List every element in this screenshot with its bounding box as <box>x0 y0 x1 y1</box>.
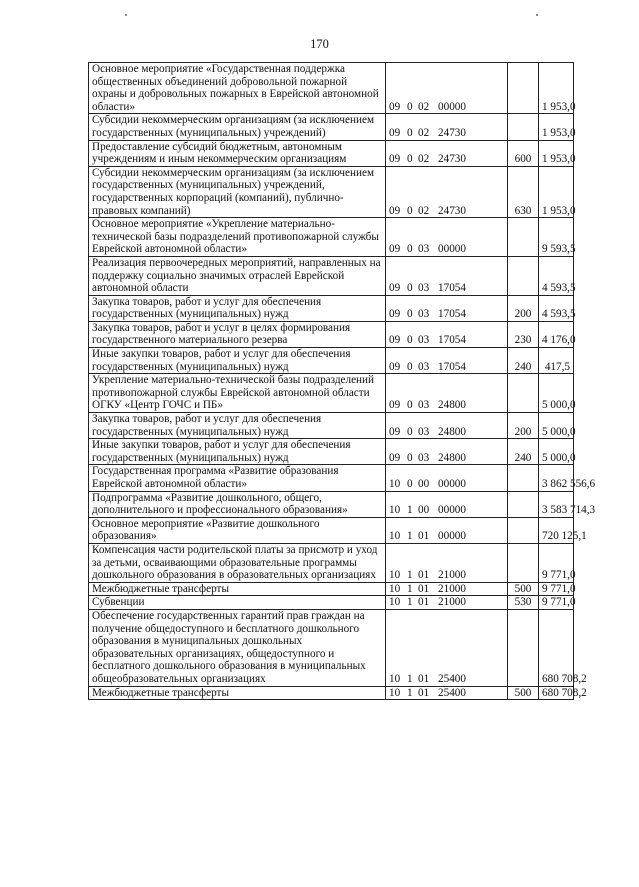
amount: 1 953,0 <box>539 166 574 217</box>
code-direction: 17054 <box>438 282 466 295</box>
expense-type-code <box>508 609 539 686</box>
target-article-code <box>386 140 508 166</box>
code-direction: 17054 <box>438 360 466 373</box>
scan-speck <box>125 14 127 16</box>
expense-name: Основное мероприятие «Укрепление материально-технической базы подразделений противопожарной службы Еврейской автономной области» <box>89 218 386 257</box>
table-row <box>89 491 574 517</box>
budget-table <box>88 62 596 700</box>
target-article-code <box>386 348 508 374</box>
target-article-code <box>386 218 508 257</box>
code-program: 09 <box>389 451 401 464</box>
code-subprogram: 0 <box>407 100 413 113</box>
table-row <box>89 686 574 700</box>
expense-name: Субвенции <box>89 596 386 610</box>
target-article-code <box>386 413 508 439</box>
code-subprogram: 0 <box>407 308 413 321</box>
code-subprogram: 0 <box>407 360 413 373</box>
expense-name: Закупка товаров, работ и услуг для обеспечения государственных (муниципальных) нужд <box>89 295 386 321</box>
amount: 417,5 <box>539 348 574 374</box>
code-program: 10 <box>389 686 401 699</box>
amount: 4 593,5 <box>539 295 574 321</box>
target-article-code <box>386 114 508 140</box>
expense-name: Государственная программа «Развитие образования Еврейской автономной области» <box>89 465 386 491</box>
amount: 680 708,2 <box>539 609 574 686</box>
amount: 9 771,0 <box>539 596 574 610</box>
code-direction: 21000 <box>438 596 466 609</box>
code-subprogram: 0 <box>407 451 413 464</box>
code-subprogram: 0 <box>407 334 413 347</box>
scan-speck <box>536 14 538 16</box>
table-row <box>89 439 574 465</box>
code-program: 09 <box>389 243 401 256</box>
code-activity: 02 <box>418 204 430 217</box>
code-program: 09 <box>389 204 401 217</box>
table-row <box>89 543 574 582</box>
code-subprogram: 0 <box>407 399 413 412</box>
target-article-code <box>386 256 508 295</box>
target-article-code <box>386 686 508 700</box>
code-direction: 00000 <box>438 243 466 256</box>
code-activity: 02 <box>418 100 430 113</box>
table-row <box>89 140 574 166</box>
expense-type-code: 630 <box>508 166 539 217</box>
table-row <box>89 374 574 413</box>
expense-type-code: 200 <box>508 413 539 439</box>
table-row <box>89 465 574 491</box>
expense-type-code <box>508 218 539 257</box>
code-program: 09 <box>389 126 401 139</box>
code-program: 09 <box>389 399 401 412</box>
code-direction: 00000 <box>438 504 466 517</box>
expense-name: Иные закупки товаров, работ и услуг для обеспечения государственных (муниципальных) нужд <box>89 348 386 374</box>
code-subprogram: 1 <box>407 530 413 543</box>
amount: 3 862 556,6 <box>539 465 574 491</box>
amount: 9 771,0 <box>539 543 574 582</box>
code-subprogram: 0 <box>407 478 413 490</box>
target-article-code <box>386 166 508 217</box>
code-activity: 03 <box>418 360 430 373</box>
code-activity: 01 <box>418 686 430 699</box>
expense-name: Субсидии некоммерческим организациям (за исключением государственных (муниципальных) учреждений) <box>89 114 386 140</box>
code-subprogram: 1 <box>407 504 413 517</box>
target-article-code <box>386 63 508 114</box>
target-article-code <box>386 596 508 610</box>
expense-type-code: 230 <box>508 321 539 347</box>
code-activity: 03 <box>418 334 430 347</box>
code-program: 09 <box>389 282 401 295</box>
expense-name: Иные закупки товаров, работ и услуг для обеспечения государственных (муниципальных) нужд <box>89 439 386 465</box>
target-article-code <box>386 609 508 686</box>
target-article-code <box>386 543 508 582</box>
target-article-code <box>386 582 508 596</box>
expense-name: Межбюджетные трансферты <box>89 686 386 700</box>
code-activity: 03 <box>418 243 430 256</box>
expense-name: Реализация первоочередных мероприятий, направленных на поддержку социально значимых отраслей Еврейской автономной области <box>89 256 386 295</box>
expense-type-code <box>508 491 539 517</box>
amount: 3 583 714,3 <box>539 491 574 517</box>
code-activity: 03 <box>418 282 430 295</box>
code-program: 09 <box>389 100 401 113</box>
target-article-code <box>386 465 508 491</box>
expense-name: Основное мероприятие «Государственная поддержка общественных объединений добровольной пожарной охраны и добровольных пожарных в Еврейской автономной области» <box>89 63 386 114</box>
code-subprogram: 0 <box>407 153 413 166</box>
code-program: 09 <box>389 360 401 373</box>
table-row <box>89 596 574 610</box>
expense-name: Подпрограмма «Развитие дошкольного, общего, дополнительного и профессионального образования» <box>89 491 386 517</box>
amount: 1 953,0 <box>539 114 574 140</box>
code-activity: 01 <box>418 582 430 595</box>
expense-type-code: 500 <box>508 582 539 596</box>
target-article-code <box>386 517 508 543</box>
code-program: 09 <box>389 153 401 166</box>
amount: 9 771,0 <box>539 582 574 596</box>
code-activity: 03 <box>418 451 430 464</box>
code-direction: 21000 <box>438 582 466 595</box>
expense-type-code <box>508 374 539 413</box>
target-article-code <box>386 374 508 413</box>
table-row <box>89 295 574 321</box>
code-subprogram: 1 <box>407 596 413 609</box>
expense-name: Закупка товаров, работ и услуг в целях формирования государственного материального резерва <box>89 321 386 347</box>
code-activity: 01 <box>418 569 430 582</box>
table-row <box>89 348 574 374</box>
table-row <box>89 609 574 686</box>
target-article-code <box>386 321 508 347</box>
table-row <box>89 517 574 543</box>
expense-type-code <box>508 63 539 114</box>
code-program: 09 <box>389 425 401 438</box>
code-activity: 03 <box>418 399 430 412</box>
code-activity: 02 <box>418 126 430 139</box>
code-direction: 00000 <box>438 100 466 113</box>
expense-name: Обеспечение государственных гарантий прав граждан на получение общедоступного и бесплатного дошкольного образования в муниципальных дошкольных образовательных организациях, общедоступного и бесплатного дошкольного образования в муниципальных общеобразовательных организациях <box>89 609 386 686</box>
expense-name: Основное мероприятие «Развитие дошкольного образования» <box>89 517 386 543</box>
expense-name: Субсидии некоммерческим организациям (за исключением государственных (муниципальных) учреждений, государственных корпораций (компаний), публично-правовых компаний) <box>89 166 386 217</box>
code-subprogram: 1 <box>407 686 413 699</box>
code-direction: 24800 <box>438 451 466 464</box>
page-number: 170 <box>310 37 329 51</box>
code-subprogram: 0 <box>407 126 413 139</box>
table-row <box>89 256 574 295</box>
code-subprogram: 1 <box>407 672 413 685</box>
table-row <box>89 582 574 596</box>
code-direction: 00000 <box>438 530 466 543</box>
code-direction: 24800 <box>438 425 466 438</box>
code-activity: 03 <box>418 425 430 438</box>
amount: 1 953,0 <box>539 63 574 114</box>
code-program: 10 <box>389 582 401 595</box>
code-program: 09 <box>389 308 401 321</box>
expense-type-code <box>508 256 539 295</box>
expense-type-code <box>508 543 539 582</box>
expense-type-code <box>508 465 539 491</box>
code-program: 10 <box>389 504 401 517</box>
code-program: 10 <box>389 530 401 543</box>
expense-type-code: 530 <box>508 596 539 610</box>
expense-type-code: 500 <box>508 686 539 700</box>
code-program: 10 <box>389 478 401 490</box>
code-direction: 17054 <box>438 334 466 347</box>
expense-name: Закупка товаров, работ и услуг для обеспечения государственных (муниципальных) нужд <box>89 413 386 439</box>
amount: 9 593,5 <box>539 218 574 257</box>
expense-type-code: 240 <box>508 348 539 374</box>
table-row <box>89 321 574 347</box>
expense-type-code: 200 <box>508 295 539 321</box>
code-activity: 01 <box>418 672 430 685</box>
code-direction: 00000 <box>438 478 466 490</box>
amount: 1 953,0 <box>539 140 574 166</box>
code-program: 09 <box>389 334 401 347</box>
code-subprogram: 0 <box>407 243 413 256</box>
code-activity: 01 <box>418 596 430 609</box>
target-article-code <box>386 491 508 517</box>
expense-name: Укрепление материально-технической базы подразделений противопожарной службы Еврейской автономной области ОГКУ «Центр ГОЧС и ПБ» <box>89 374 386 413</box>
expense-name: Межбюджетные трансферты <box>89 582 386 596</box>
code-activity: 00 <box>418 478 430 490</box>
target-article-code <box>386 295 508 321</box>
table-row <box>89 63 574 114</box>
code-direction: 17054 <box>438 308 466 321</box>
table-row <box>89 413 574 439</box>
target-article-code <box>386 439 508 465</box>
expense-name: Компенсация части родительской платы за присмотр и уход за детьми, осваивающими образовательные программы дошкольного образования в образовательных организациях <box>89 543 386 582</box>
code-subprogram: 1 <box>407 582 413 595</box>
code-direction: 25400 <box>438 686 466 699</box>
expense-name: Предоставление субсидий бюджетным, автономным учреждениям и иным некоммерческим организациям <box>89 140 386 166</box>
code-direction: 24730 <box>438 204 466 217</box>
code-subprogram: 0 <box>407 282 413 295</box>
amount: 720 125,1 <box>539 517 574 543</box>
code-activity: 01 <box>418 530 430 543</box>
code-direction: 21000 <box>438 569 466 582</box>
code-direction: 24800 <box>438 399 466 412</box>
code-program: 10 <box>389 672 401 685</box>
code-program: 10 <box>389 569 401 582</box>
code-direction: 24730 <box>438 153 466 166</box>
code-activity: 03 <box>418 308 430 321</box>
code-subprogram: 0 <box>407 204 413 217</box>
code-subprogram: 1 <box>407 569 413 582</box>
code-subprogram: 0 <box>407 425 413 438</box>
table-row <box>89 166 574 217</box>
code-activity: 02 <box>418 153 430 166</box>
amount: 4 176,0 <box>539 321 574 347</box>
amount: 5 000,0 <box>539 439 574 465</box>
code-direction: 24730 <box>438 126 466 139</box>
table-row <box>89 218 574 257</box>
amount: 680 708,2 <box>539 686 574 700</box>
expense-type-code: 240 <box>508 439 539 465</box>
expense-type-code: 600 <box>508 140 539 166</box>
code-direction: 25400 <box>438 672 466 685</box>
expense-type-code <box>508 517 539 543</box>
code-program: 10 <box>389 596 401 609</box>
amount: 5 000,0 <box>539 413 574 439</box>
amount: 5 000,0 <box>539 374 574 413</box>
table-row <box>89 114 574 140</box>
amount: 4 593,5 <box>539 256 574 295</box>
expense-type-code <box>508 114 539 140</box>
code-activity: 00 <box>418 504 430 517</box>
